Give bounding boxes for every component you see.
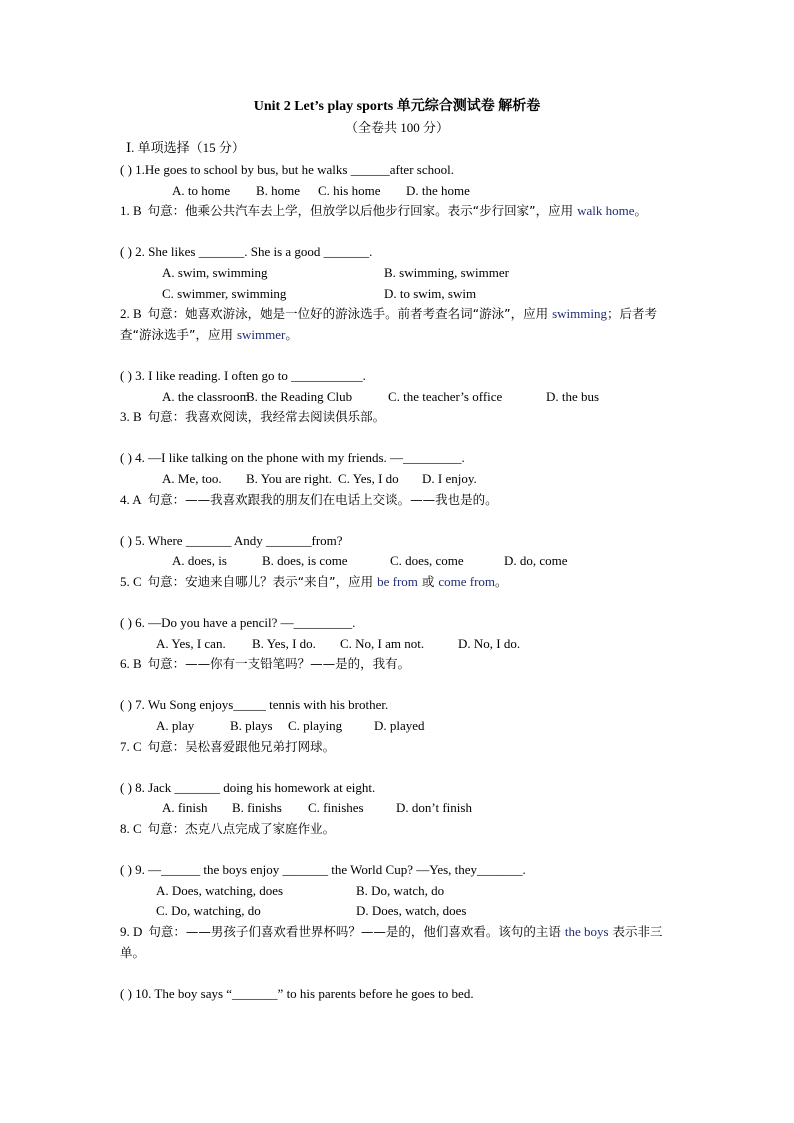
answer-analysis — [120, 201, 680, 222]
analysis-term: the boys — [564, 923, 609, 939]
options-row — [120, 284, 680, 305]
question-block — [120, 695, 680, 757]
option-c: C. the teacher’s office — [388, 388, 503, 404]
analysis-text: 表示非三单。 — [120, 923, 663, 960]
option-d: D. Does, watch, does — [356, 903, 467, 919]
answer-key: 4. A — [120, 491, 142, 507]
question-block — [120, 860, 680, 963]
answer-key: 6. B — [120, 656, 142, 672]
option-a: A. Yes, I can. — [156, 635, 226, 651]
answer-key: 1. B — [120, 203, 142, 219]
option-b: B. swimming, swimmer — [384, 264, 509, 280]
question-block — [120, 984, 680, 1005]
options-row — [120, 901, 680, 922]
question-stem: ( ) 1.He goes to school by bus, but he walks ______after school. — [120, 162, 454, 177]
answer-analysis — [120, 304, 680, 345]
question-stem: ( ) 7. Wu Song enjoys_____ tennis with his brother. — [120, 697, 389, 713]
option-b: B. home — [256, 182, 301, 198]
question-stem: ( ) 5. Where _______ Andy _______from? — [120, 532, 343, 548]
options-row — [120, 551, 680, 572]
options-row — [120, 263, 680, 284]
option-c: C. finishes — [308, 800, 364, 816]
option-a: A. finish — [162, 800, 208, 816]
analysis-text: 。 — [634, 203, 648, 219]
question-block — [120, 613, 680, 675]
option-c: C. Do, watching, do — [156, 903, 261, 919]
answer-key: 7. C — [120, 738, 142, 754]
options-row — [120, 798, 680, 819]
options-row — [120, 716, 680, 737]
question-block — [120, 778, 680, 840]
answer-analysis — [120, 490, 680, 511]
options-row — [120, 469, 680, 490]
answer-key: 3. B — [120, 409, 142, 425]
question-block — [120, 448, 680, 510]
analysis-term: swimmer — [236, 326, 286, 342]
answer-analysis — [120, 407, 680, 428]
question-stem: ( ) 2. She likes _______. She is a good _______. — [120, 244, 373, 260]
question-block — [120, 366, 680, 428]
answer-analysis — [120, 922, 680, 963]
question-stem: ( ) 6. —Do you have a pencil? —_________. — [120, 615, 356, 631]
option-a: A. to home — [172, 182, 231, 198]
option-d: D. don’t finish — [396, 800, 472, 816]
option-a: A. Does, watching, does — [156, 882, 284, 898]
option-a: A. the classroom — [162, 388, 250, 404]
analysis-term: walk home — [577, 203, 635, 219]
option-c: C. Yes, I do — [338, 470, 399, 486]
option-c: C. No, I am not. — [340, 635, 425, 651]
analysis-text: 句意：安迪来自哪儿？表示“来自”，应用 — [147, 573, 378, 589]
option-b: B. plays — [230, 718, 273, 734]
section-heading: Ⅰ. 单项选择（15 分） — [126, 140, 245, 155]
option-a: A. Me, too. — [162, 470, 222, 486]
analysis-text: 句意：吴松喜爱跟他兄弟打网球。 — [147, 738, 336, 754]
option-d: D. do, come — [504, 553, 568, 569]
question-stem: ( ) 8. Jack _______ doing his homework at eight. — [120, 779, 376, 795]
question-stem: ( ) 4. —I like talking on the phone with my friends. —_________. — [120, 450, 465, 466]
options-row — [120, 634, 680, 655]
option-b: B. You are right. — [246, 470, 332, 486]
option-b: B. Do, watch, do — [356, 882, 445, 898]
option-d: D. to swim, swim — [384, 285, 477, 301]
question-block — [120, 242, 680, 345]
question-block — [120, 160, 680, 222]
options-row — [120, 181, 680, 202]
answer-analysis — [120, 572, 680, 593]
answer-key: 8. C — [120, 821, 142, 836]
option-a: A. play — [156, 718, 195, 734]
analysis-term: come from — [438, 573, 496, 589]
analysis-text: 句意：他乘公共汽车去上学，但放学以后他步行回家。表示“步行回家”，应用 — [147, 203, 578, 219]
analysis-text: 句意：——我喜欢跟我的朋友们在电话上交谈。——我也是的。 — [147, 491, 498, 507]
option-c: C. playing — [288, 718, 343, 734]
option-a: A. swim, swimming — [162, 264, 268, 280]
analysis-text: 句意：——你有一支铅笔吗？——是的，我有。 — [147, 656, 411, 672]
answer-key: 9. D — [120, 923, 143, 939]
analysis-text: 。 — [285, 326, 298, 342]
option-d: D. I enjoy. — [422, 470, 477, 486]
option-c: C. swimmer, swimming — [162, 285, 287, 301]
analysis-text: 句意：她喜欢游泳，她是一位好的游泳选手。前者考查名词“游泳”，应用 — [147, 306, 553, 322]
question-stem: ( ) 10. The boy says “_______” to his parents before he goes to bed. — [120, 985, 474, 1001]
question-block — [120, 531, 680, 593]
analysis-text: 句意：我喜欢阅读，我经常去阅读俱乐部。 — [147, 409, 386, 425]
option-b: B. the Reading Club — [246, 388, 353, 404]
options-row — [120, 881, 680, 902]
analysis-text: 。 — [495, 573, 508, 589]
analysis-text: ；后者考查“游泳选手”，应用 — [120, 306, 658, 342]
option-c: C. does, come — [390, 553, 464, 569]
question-stem: ( ) 3. I like reading. I often go to ___________. — [120, 367, 366, 383]
option-b: B. does, is come — [262, 553, 348, 569]
answer-analysis — [120, 654, 680, 675]
analysis-text: 句意：杰克八点完成了家庭作业。 — [147, 821, 336, 836]
analysis-term: swimming — [552, 306, 608, 322]
option-c: C. his home — [318, 182, 381, 198]
analysis-term: be from — [377, 573, 418, 589]
options-row — [120, 387, 680, 408]
answer-key: 2. B — [120, 306, 142, 322]
answer-analysis — [120, 737, 680, 758]
option-d: D. No, I do. — [458, 635, 521, 651]
analysis-text: 句意：——男孩子们喜欢看世界杯吗？——是的，他们喜欢看。该句的主语 — [148, 923, 565, 939]
option-d: D. the home — [406, 182, 470, 198]
option-d: D. played — [374, 718, 425, 734]
option-a: A. does, is — [172, 553, 227, 569]
question-stem: ( ) 9. —______ the boys enjoy _______ the World Cup? —Yes, they_______. — [120, 862, 526, 878]
option-b: B. finishs — [232, 800, 282, 816]
page-title: Unit 2 Let’s play sports 单元综合测试卷 解析卷 — [253, 99, 541, 114]
answer-key: 5. C — [120, 573, 142, 589]
page-subtitle: （全卷共 100 分） — [344, 120, 449, 135]
question-list — [120, 160, 680, 1025]
option-b: B. Yes, I do. — [252, 635, 316, 651]
option-d: D. the bus — [546, 388, 600, 404]
answer-analysis — [120, 819, 680, 840]
analysis-text: 或 — [417, 573, 439, 589]
